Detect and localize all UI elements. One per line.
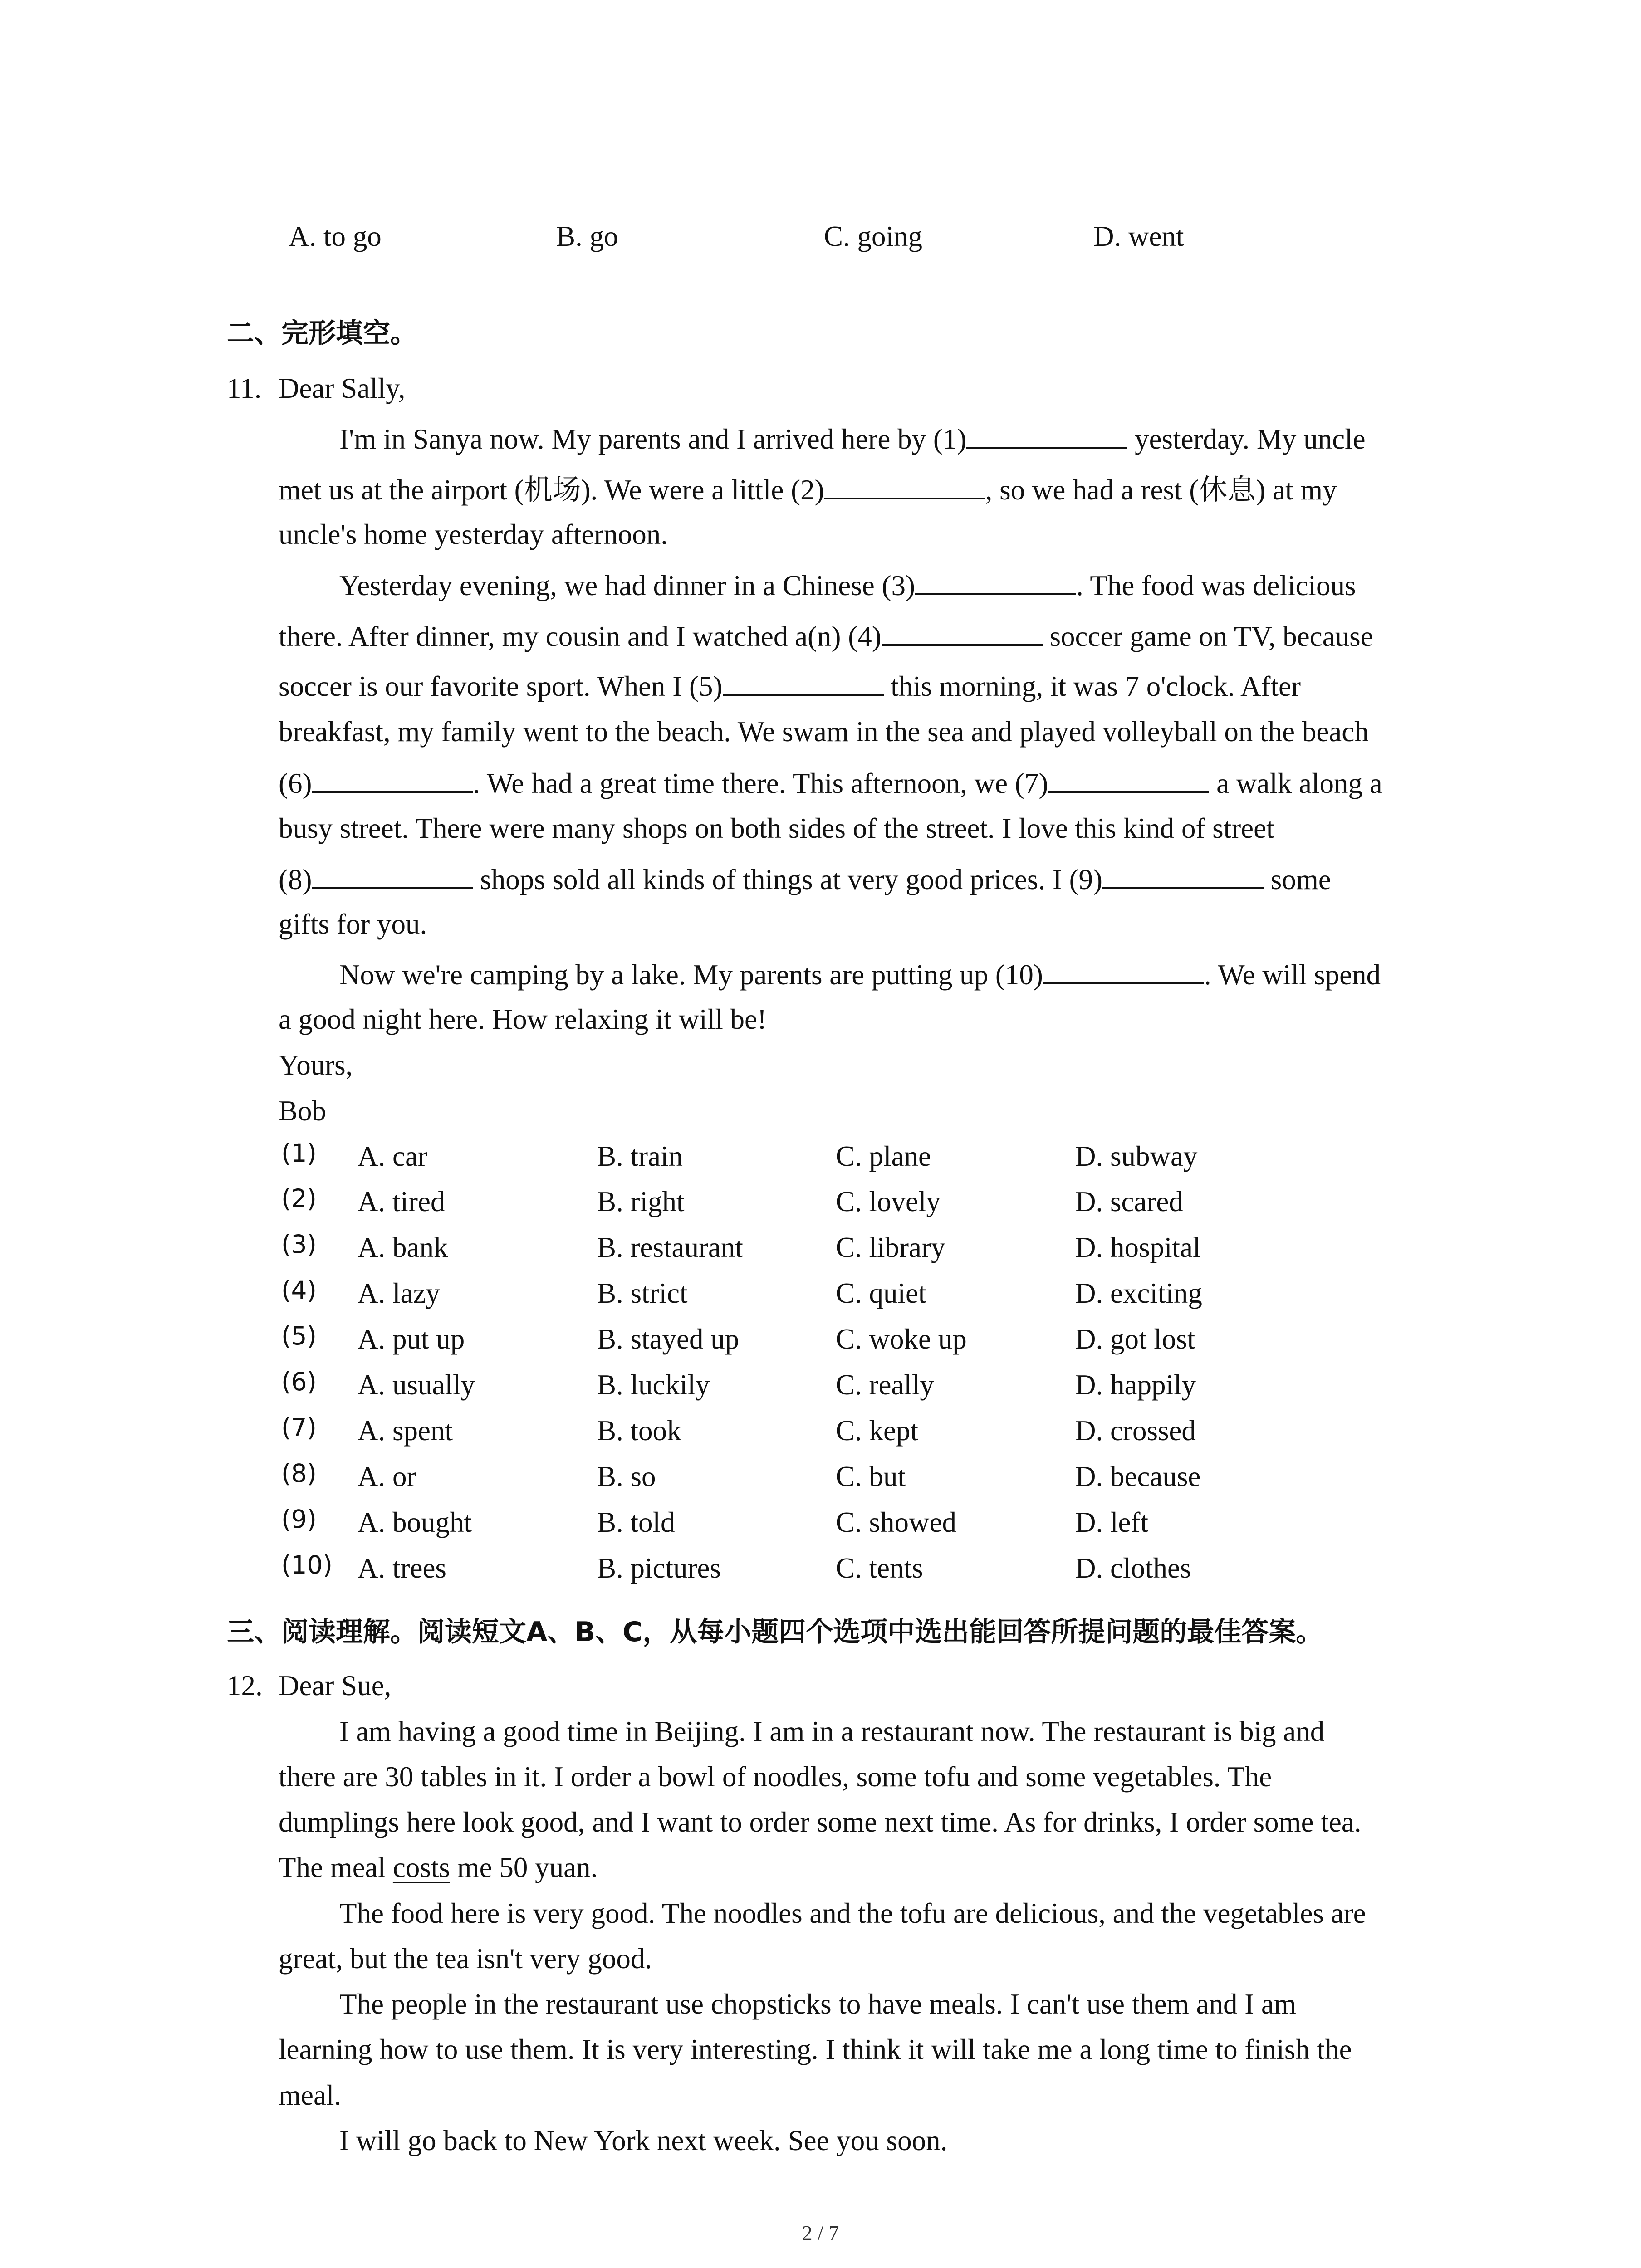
letter-line: gifts for you. xyxy=(279,908,427,940)
letter-line: The food here is very good. The noodles and the tofu are delicious, and the vegetables are xyxy=(339,1897,1366,1929)
option-b[interactable]: B. told xyxy=(597,1506,675,1538)
letter-line: busy street. There were many shops on both sides of the street. I love this kind of street xyxy=(279,812,1274,844)
option-row-number: (7) xyxy=(281,1413,317,1442)
option-d[interactable]: D. subway xyxy=(1075,1140,1198,1172)
blank-7[interactable] xyxy=(1048,768,1209,793)
letter-line: breakfast, my family went to the beach. We swam in the sea and played volleyball on the beach xyxy=(279,716,1369,748)
letter-greeting: Dear Sally, xyxy=(279,372,406,404)
option-row-number: (5) xyxy=(281,1321,317,1350)
section3-heading: 三、阅读理解。阅读短文A、B、C，从每小题四个选项中选出能回答所提问题的最佳答案。 xyxy=(227,1616,1323,1648)
option-d[interactable]: D. because xyxy=(1075,1461,1201,1492)
option-b[interactable]: B. stayed up xyxy=(597,1323,740,1355)
option-d[interactable]: D. exciting xyxy=(1075,1277,1202,1309)
option-a[interactable]: A. tired xyxy=(358,1186,445,1217)
option-row-number: (6) xyxy=(281,1367,317,1396)
letter-closing: Yours, xyxy=(279,1049,353,1081)
letter-line: I will go back to New York next week. See you soon. xyxy=(339,2125,948,2156)
letter-line: Now we're camping by a lake. My parents are putting up (10) . We will spend xyxy=(339,959,1381,991)
option-b[interactable]: B. pictures xyxy=(597,1552,721,1584)
option-a[interactable]: A. trees xyxy=(358,1552,446,1584)
option-row-number: (3) xyxy=(281,1230,317,1259)
option-d[interactable]: D. crossed xyxy=(1075,1415,1196,1447)
option-a[interactable]: A. lazy xyxy=(358,1277,440,1309)
letter-line: met us at the airport (机场). We were a little (2) , so we had a rest (休息) at my xyxy=(279,474,1337,506)
prev-option-b: B. go xyxy=(556,220,618,252)
option-b[interactable]: B. took xyxy=(597,1415,681,1447)
option-a[interactable]: A. or xyxy=(358,1461,416,1492)
option-d[interactable]: D. scared xyxy=(1075,1186,1183,1217)
option-c[interactable]: C. plane xyxy=(836,1140,931,1172)
letter-greeting: Dear Sue, xyxy=(279,1670,392,1701)
option-row-number: (8) xyxy=(281,1459,317,1488)
letter-line: The meal costs me 50 yuan. xyxy=(279,1852,598,1883)
option-a[interactable]: A. usually xyxy=(358,1369,475,1401)
option-row-number: (9) xyxy=(281,1505,317,1534)
option-c[interactable]: C. woke up xyxy=(836,1323,967,1355)
option-d[interactable]: D. left xyxy=(1075,1506,1148,1538)
option-d[interactable]: D. clothes xyxy=(1075,1552,1191,1584)
option-c[interactable]: C. tents xyxy=(836,1552,923,1584)
option-c[interactable]: C. lovely xyxy=(836,1186,941,1217)
letter-line: learning how to use them. It is very interesting. I think it will take me a long time to finish the xyxy=(279,2033,1352,2065)
underlined-word-costs: costs xyxy=(392,1852,450,1883)
prev-option-c: C. going xyxy=(824,220,923,252)
blank-10[interactable] xyxy=(1043,960,1204,984)
letter-line: (8) shops sold all kinds of things at very good prices. I (9) some xyxy=(279,864,1331,895)
blank-5[interactable] xyxy=(723,671,884,696)
option-c[interactable]: C. showed xyxy=(836,1506,956,1538)
option-c[interactable]: C. library xyxy=(836,1232,945,1263)
option-b[interactable]: B. right xyxy=(597,1186,685,1217)
letter-line: uncle's home yesterday afternoon. xyxy=(279,518,668,550)
option-b[interactable]: B. luckily xyxy=(597,1369,710,1401)
letter-line: I am having a good time in Beijing. I am in a restaurant now. The restaurant is big and xyxy=(339,1716,1325,1747)
blank-3[interactable] xyxy=(915,571,1076,595)
option-a[interactable]: A. put up xyxy=(358,1323,465,1355)
option-row-number: (1) xyxy=(281,1139,317,1168)
question-number-12: 12. xyxy=(227,1670,263,1701)
blank-6[interactable] xyxy=(312,768,473,793)
letter-line: great, but the tea isn't very good. xyxy=(279,1943,652,1975)
option-b[interactable]: B. so xyxy=(597,1461,656,1492)
letter-line: there are 30 tables in it. I order a bowl of noodles, some tofu and some vegetables. The xyxy=(279,1761,1272,1793)
option-c[interactable]: C. kept xyxy=(836,1415,918,1447)
letter-line: soccer is our favorite sport. When I (5) this morning, it was 7 o'clock. After xyxy=(279,670,1301,702)
option-c[interactable]: C. quiet xyxy=(836,1277,926,1309)
option-c[interactable]: C. but xyxy=(836,1461,906,1492)
option-row-number: (4) xyxy=(281,1276,317,1305)
prev-option-a: A. to go xyxy=(289,220,382,252)
letter-line: there. After dinner, my cousin and I watched a(n) (4) soccer game on TV, because xyxy=(279,621,1373,652)
question-number-11: 11. xyxy=(227,372,262,404)
option-b[interactable]: B. restaurant xyxy=(597,1232,743,1263)
option-a[interactable]: A. spent xyxy=(358,1415,453,1447)
letter-line: dumplings here look good, and I want to order some next time. As for drinks, I order some tea. xyxy=(279,1806,1362,1838)
letter-line: The people in the restaurant use chopsticks to have meals. I can't use them and I am xyxy=(339,1988,1296,2020)
blank-9[interactable] xyxy=(1102,865,1264,889)
section2-heading: 二、完形填空。 xyxy=(227,318,417,349)
option-c[interactable]: C. really xyxy=(836,1369,934,1401)
option-row-number: (2) xyxy=(281,1184,317,1213)
option-d[interactable]: D. happily xyxy=(1075,1369,1196,1401)
option-a[interactable]: A. bought xyxy=(358,1506,472,1538)
letter-line: I'm in Sanya now. My parents and I arrived here by (1) yesterday. My uncle xyxy=(339,423,1366,455)
page-number: 2 / 7 xyxy=(802,2221,839,2244)
letter-line: (6) . We had a great time there. This afternoon, we (7) a walk along a xyxy=(279,767,1382,799)
blank-4[interactable] xyxy=(882,621,1043,646)
option-b[interactable]: B. strict xyxy=(597,1277,688,1309)
option-row-number: (10) xyxy=(281,1550,333,1579)
option-a[interactable]: A. car xyxy=(358,1140,427,1172)
blank-2[interactable] xyxy=(824,475,985,499)
option-d[interactable]: D. got lost xyxy=(1075,1323,1195,1355)
blank-8[interactable] xyxy=(312,865,473,889)
letter-signature: Bob xyxy=(279,1095,327,1127)
option-d[interactable]: D. hospital xyxy=(1075,1232,1201,1263)
letter-line: meal. xyxy=(279,2079,342,2111)
letter-line: a good night here. How relaxing it will be! xyxy=(279,1003,767,1035)
prev-option-d: D. went xyxy=(1093,220,1184,252)
option-a[interactable]: A. bank xyxy=(358,1232,448,1263)
letter-line: Yesterday evening, we had dinner in a Chinese (3) . The food was delicious xyxy=(339,570,1356,601)
blank-1[interactable] xyxy=(966,424,1127,449)
option-b[interactable]: B. train xyxy=(597,1140,683,1172)
